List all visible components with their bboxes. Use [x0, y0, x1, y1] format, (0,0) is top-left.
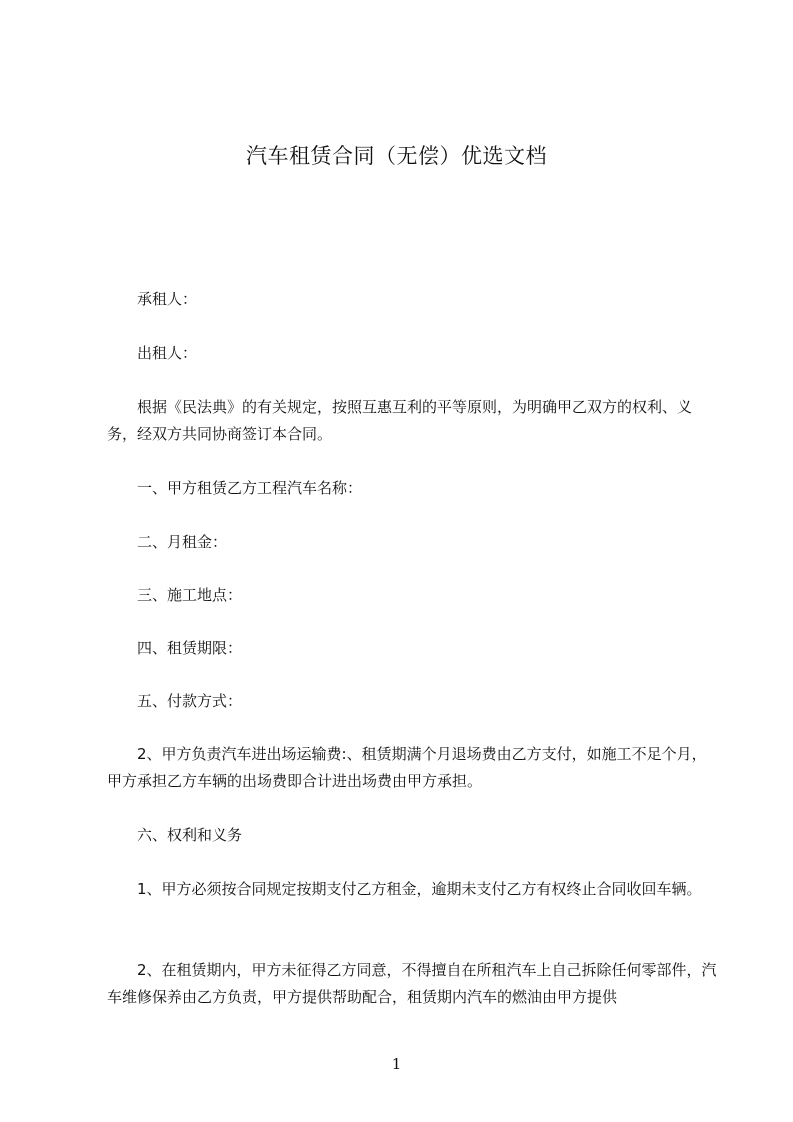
clause-1-vehicle-name: 一、甲方租赁乙方工程汽车名称： [137, 479, 363, 497]
clause-3-construction-site: 三、施工地点： [137, 586, 243, 604]
clause-2-monthly-rent: 二、月租金： [137, 533, 228, 551]
clause-5-payment-method: 五、付款方式： [137, 692, 243, 710]
clause-6-item-2: 2、在租赁期内，甲方未征得乙方同意，不得擅自在所租汽车上自己拆除任何零部件，汽车维修保养由乙方负责，甲方提供帮助配合，租赁期内汽车的燃油由甲方提供 [107, 961, 717, 1006]
lessor-line: 出租人： [137, 344, 198, 362]
clause-6-rights-obligations: 六、权利和义务 [137, 826, 243, 844]
page-number: 1 [391, 1055, 402, 1073]
preamble-paragraph: 根据《民法典》的有关规定，按照互惠互利的平等原则，为明确甲乙双方的权利、义务，经双方共同协商签订本合同。 [107, 398, 693, 443]
clause-5-item-2: 2、甲方负责汽车进出场运输费:、租赁期满个月退场费由乙方支付，如施工不足个月，甲方承担乙方车辆的出场费即合计进出场费由甲方承担。 [107, 745, 707, 790]
lessee-line: 承租人： [137, 290, 198, 308]
document-title: 汽车租赁合同（无偿）优选文档 [246, 144, 547, 168]
clause-6-item-1: 1、甲方必须按合同规定按期支付乙方租金，逾期未支付乙方有权终止合同收回车辆。 [137, 880, 702, 898]
clause-4-lease-term: 四、租赁期限： [137, 639, 243, 657]
